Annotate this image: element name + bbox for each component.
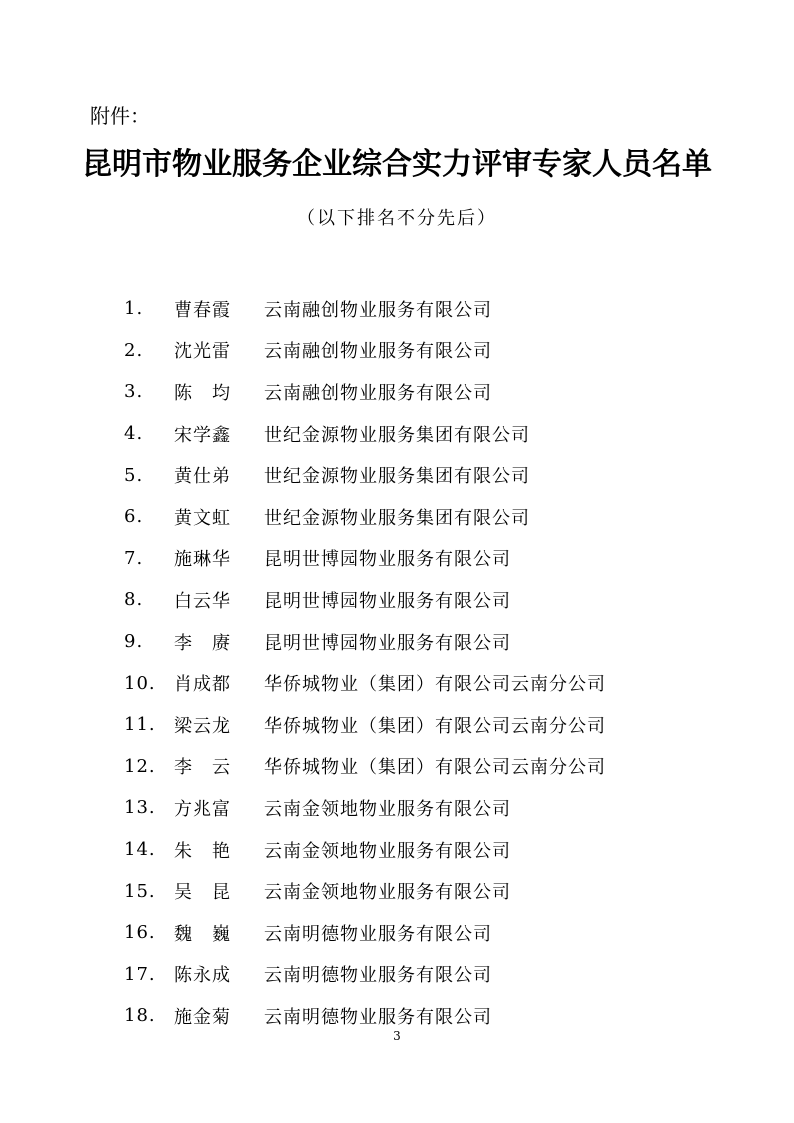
item-number: 1.: [124, 298, 144, 320]
item-number: 11.: [124, 714, 156, 736]
company-name: 昆明世博园物业服务有限公司: [264, 549, 511, 571]
company-name: 云南金领地物业服务有限公司: [264, 798, 511, 820]
list-item: [124, 413, 606, 455]
expert-name: 李 云: [174, 757, 231, 779]
company-name: 华侨城物业（集团）有限公司云南分公司: [264, 757, 606, 779]
company-name: 华侨城物业（集团）有限公司云南分公司: [264, 674, 606, 696]
expert-name: 肖成都: [174, 674, 231, 696]
list-item: [124, 288, 606, 330]
expert-name: 陈 均: [174, 382, 231, 404]
item-number: 3.: [124, 381, 144, 403]
company-name: 云南融创物业服务有限公司: [264, 382, 492, 404]
list-item: [124, 954, 606, 996]
item-number: 9.: [124, 631, 144, 653]
company-name: 云南金领地物业服务有限公司: [264, 840, 511, 862]
expert-name: 方兆富: [174, 798, 231, 820]
company-name: 云南明德物业服务有限公司: [264, 923, 492, 945]
expert-name: 白云华: [174, 590, 231, 612]
document-title: 昆明市物业服务企业综合实力评审专家人员名单: [82, 147, 712, 182]
list-item: [124, 787, 606, 829]
list-item: [124, 870, 606, 912]
expert-name: 黄文虹: [174, 507, 231, 529]
company-name: 云南明德物业服务有限公司: [264, 1006, 492, 1028]
expert-name: 梁云龙: [174, 715, 231, 737]
expert-name: 施琳华: [174, 549, 231, 571]
list-item: [124, 496, 606, 538]
item-number: 4.: [124, 423, 144, 445]
item-number: 17.: [124, 963, 156, 985]
expert-name: 吴 昆: [174, 882, 231, 904]
expert-list: [124, 288, 606, 1037]
company-name: 云南明德物业服务有限公司: [264, 965, 492, 987]
company-name: 华侨城物业（集团）有限公司云南分公司: [264, 715, 606, 737]
expert-name: 魏 巍: [174, 923, 231, 945]
company-name: 世纪金源物业服务集团有限公司: [264, 507, 530, 529]
item-number: 2.: [124, 339, 144, 361]
list-item: [124, 579, 606, 621]
list-item: [124, 746, 606, 788]
item-number: 16.: [124, 922, 156, 944]
item-number: 7.: [124, 547, 144, 569]
list-item: [124, 538, 606, 580]
company-name: 昆明世博园物业服务有限公司: [264, 590, 511, 612]
company-name: 昆明世博园物业服务有限公司: [264, 632, 511, 654]
company-name: 世纪金源物业服务集团有限公司: [264, 424, 530, 446]
list-item: [124, 912, 606, 954]
item-number: 15.: [124, 880, 156, 902]
page-number: 3: [393, 1029, 401, 1043]
expert-name: 黄仕弟: [174, 466, 231, 488]
company-name: 云南金领地物业服务有限公司: [264, 882, 511, 904]
item-number: 13.: [124, 797, 156, 819]
list-item: [124, 621, 606, 663]
item-number: 8.: [124, 589, 144, 611]
expert-name: 沈光雷: [174, 341, 231, 363]
list-item: [124, 829, 606, 871]
list-item: [124, 371, 606, 413]
list-item: [124, 330, 606, 372]
item-number: 18.: [124, 1005, 156, 1027]
company-name: 云南融创物业服务有限公司: [264, 341, 492, 363]
expert-name: 朱 艳: [174, 840, 231, 862]
item-number: 6.: [124, 506, 144, 528]
item-number: 10.: [124, 672, 156, 694]
expert-name: 陈永成: [174, 965, 231, 987]
item-number: 5.: [124, 464, 144, 486]
expert-name: 李 赓: [174, 632, 231, 654]
attachment-label: 附件：: [90, 104, 150, 128]
expert-name: 施金菊: [174, 1006, 231, 1028]
item-number: 14.: [124, 839, 156, 861]
document-subtitle: （以下排名不分先后）: [297, 208, 497, 229]
expert-name: 曹春霞: [174, 299, 231, 321]
company-name: 世纪金源物业服务集团有限公司: [264, 466, 530, 488]
item-number: 12.: [124, 755, 156, 777]
company-name: 云南融创物业服务有限公司: [264, 299, 492, 321]
list-item: [124, 454, 606, 496]
list-item: [124, 704, 606, 746]
list-item: [124, 662, 606, 704]
expert-name: 宋学鑫: [174, 424, 231, 446]
